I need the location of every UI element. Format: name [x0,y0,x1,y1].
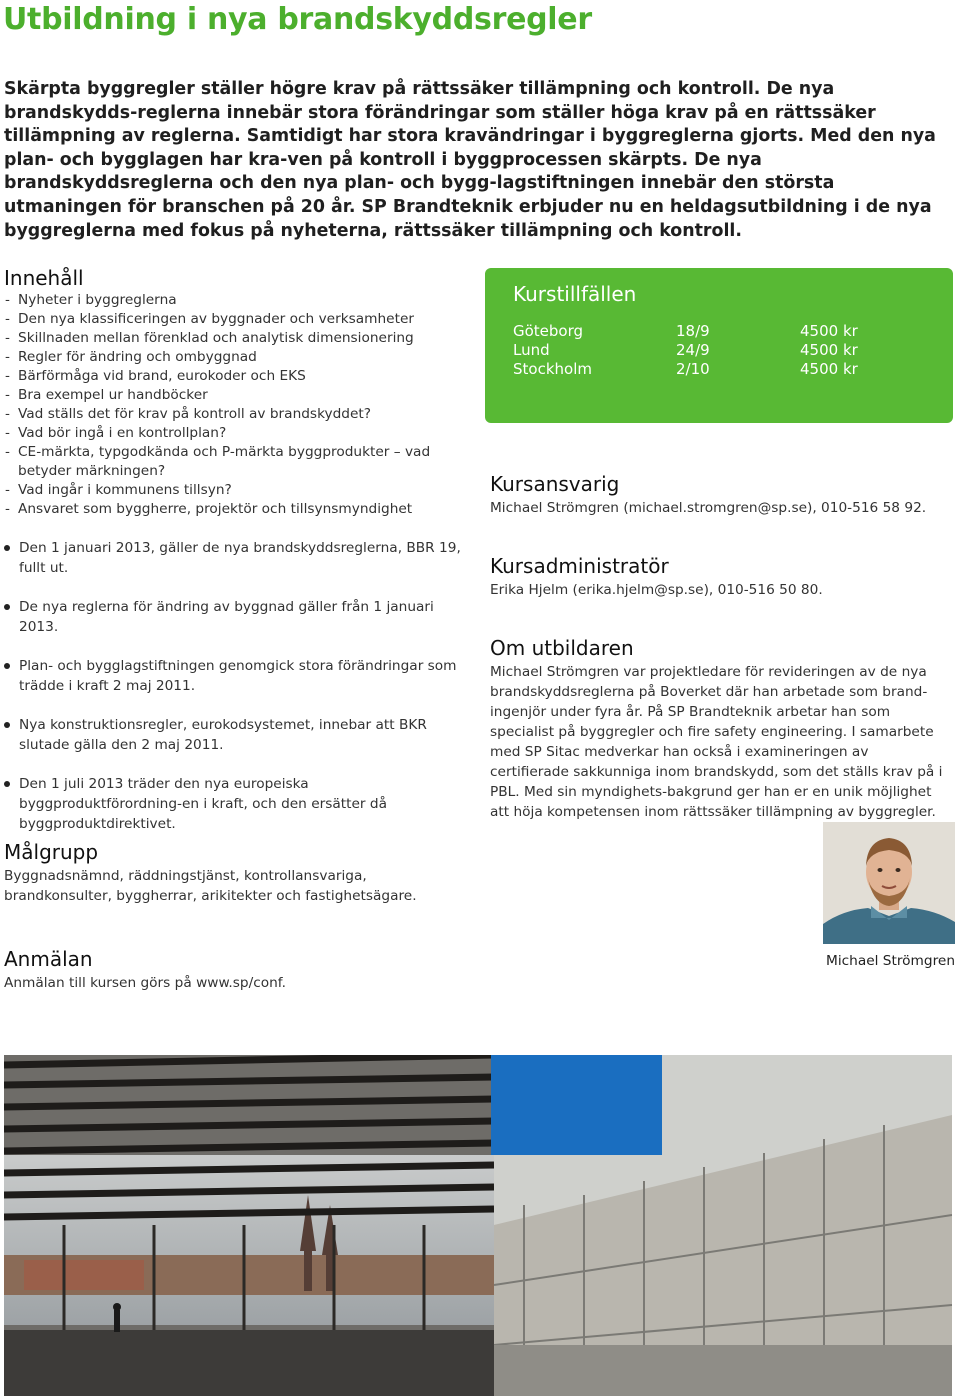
fact-bullet-item: Den 1 juli 2013 träder den nya europeiska byggproduktförordning-en i kraft, och den ersätter då byggproduktdirektivet. [4,774,474,834]
om-utbildaren-section [490,636,950,822]
kurs-price: 4500 kr [800,360,858,378]
anmalan-heading: Anmälan [4,947,93,971]
concert-hall-illustration [4,1055,952,1396]
innehall-item: - Vad ingår i kommunens tillsyn? [4,481,474,500]
kurstillfalle-row [513,322,858,341]
innehall-heading: Innehåll [4,266,84,290]
instructor-portrait [823,822,955,944]
malgrupp-heading: Målgrupp [4,840,99,864]
kurs-date: 2/10 [676,360,710,378]
innehall-item: - Bra exempel ur handböcker [4,386,474,405]
fact-bullet-item: De nya reglerna för ändring av byggnad gäller från 1 januari 2013. [4,597,474,637]
intro-paragraph: Skärpta byggregler ställer högre krav på rättssäker tillämpning och kontroll. De nya brandskydds-reglerna innebär stora förändringar som ställer höga krav på en rättssäker tillämpning av reglerna. Samtidigt har stora kravändringar i byggreglerna gjorts. Med den nya plan- och bygglagen har kra-ven på kontroll i byggprocessen skärpts. De nya brandskyddsreglerna och den nya plan- och bygg-lagstiftningen innebär den största utmaningen för branschen på 20 år. SP Brandteknik erbjuder nu en heldagsutbildning i de nya byggreglerna med fokus på nyheterna, rättssäker tillämpning och kontroll. [4,79,936,241]
innehall-item: - Den nya klassificeringen av byggnader och verksamheter [4,310,474,329]
kurstillfalle-row [513,360,858,379]
kurstillfallen-table [513,322,858,379]
innehall-item: - Skillnaden mellan förenklad och analytisk dimensionering [4,329,474,348]
innehall-item: - CE-märkta, typgodkända och P-märkta byggprodukter – vad betyder märkningen? [4,443,474,481]
portrait-caption: Michael Strömgren [826,953,955,969]
anmalan-section [4,947,474,993]
portrait-illustration [823,822,955,944]
innehall-item: - Vad ställs det för krav på kontroll av brandskyddet? [4,405,474,424]
kurs-price: 4500 kr [800,322,858,340]
anmalan-text: Anmälan till kursen görs på www.sp/conf. [4,975,286,991]
kurs-city: Lund [513,341,550,359]
kurs-date: 18/9 [676,322,710,340]
malgrupp-section [4,840,474,906]
fact-bullet-item: Den 1 januari 2013, gäller de nya brandskyddsreglerna, BBR 19, fullt ut. [4,538,474,578]
malgrupp-text: Byggnadsnämnd, räddningstjänst, kontrollansvariga, brandkonsulter, byggherrar, arikitekter och fastighetsägare. [4,868,417,904]
kurstillfalle-row [513,341,858,360]
kurstillfallen-heading: Kurstillfällen [513,282,637,306]
kurs-price: 4500 kr [800,341,858,359]
kurs-city: Göteborg [513,322,584,340]
innehall-item: - Ansvaret som byggherre, projektör och tillsynsmyndighet [4,500,474,519]
innehall-list [4,291,474,519]
innehall-section [4,266,474,519]
kursansvarig-heading: Kursansvarig [490,472,620,496]
innehall-item: - Regler för ändring och ombyggnad [4,348,474,367]
kursadministrator-heading: Kursadministratör [490,554,669,578]
om-utbildaren-heading: Om utbildaren [490,636,634,660]
page-title: Utbildning i nya brandskyddsregler [3,2,592,37]
kursadministrator-text: Erika Hjelm (erika.hjelm@sp.se), 010-516 50 80. [490,582,823,598]
kursadministrator-section [490,554,950,600]
facts-bullet-list [4,538,474,853]
innehall-item: - Bärförmåga vid brand, eurokoder och EKS [4,367,474,386]
fact-bullet-item: Plan- och bygglagstiftningen genomgick stora förändringar som trädde i kraft 2 maj 2011. [4,656,474,696]
kurs-city: Stockholm [513,360,592,378]
fact-bullet-item: Nya konstruktionsregler, eurokodsystemet, innebar att BKR slutade gälla den 2 maj 2011. [4,715,474,755]
building-photo [4,1055,952,1396]
om-utbildaren-text: Michael Strömgren var projektledare för revideringen av de nya brandskyddsreglerna på Boverket där han arbetade som brand-ingenjör under fyra år. På SP Brandteknik arbetar han som specialist på byggregler och fire safety engineering. I samarbete med SP Sitac medverkar han också i examineringen av certifierade sakkunniga inom brandskydd, som det ställs krav på i PBL. Med sin myndighets-bakgrund ger han er en unik möjlighet att höja kompetensen inom rättssäker tillämpning av byggregler. [490,664,943,820]
blue-accent-block [491,1055,662,1155]
innehall-item: - Vad bör ingå i en kontrollplan? [4,424,474,443]
kursansvarig-text: Michael Strömgren (michael.stromgren@sp.se), 010-516 58 92. [490,500,927,516]
kursansvarig-section [490,472,950,518]
kurstillfallen-box [485,268,953,423]
innehall-item: - Nyheter i byggreglerna [4,291,474,310]
kurs-date: 24/9 [676,341,710,359]
